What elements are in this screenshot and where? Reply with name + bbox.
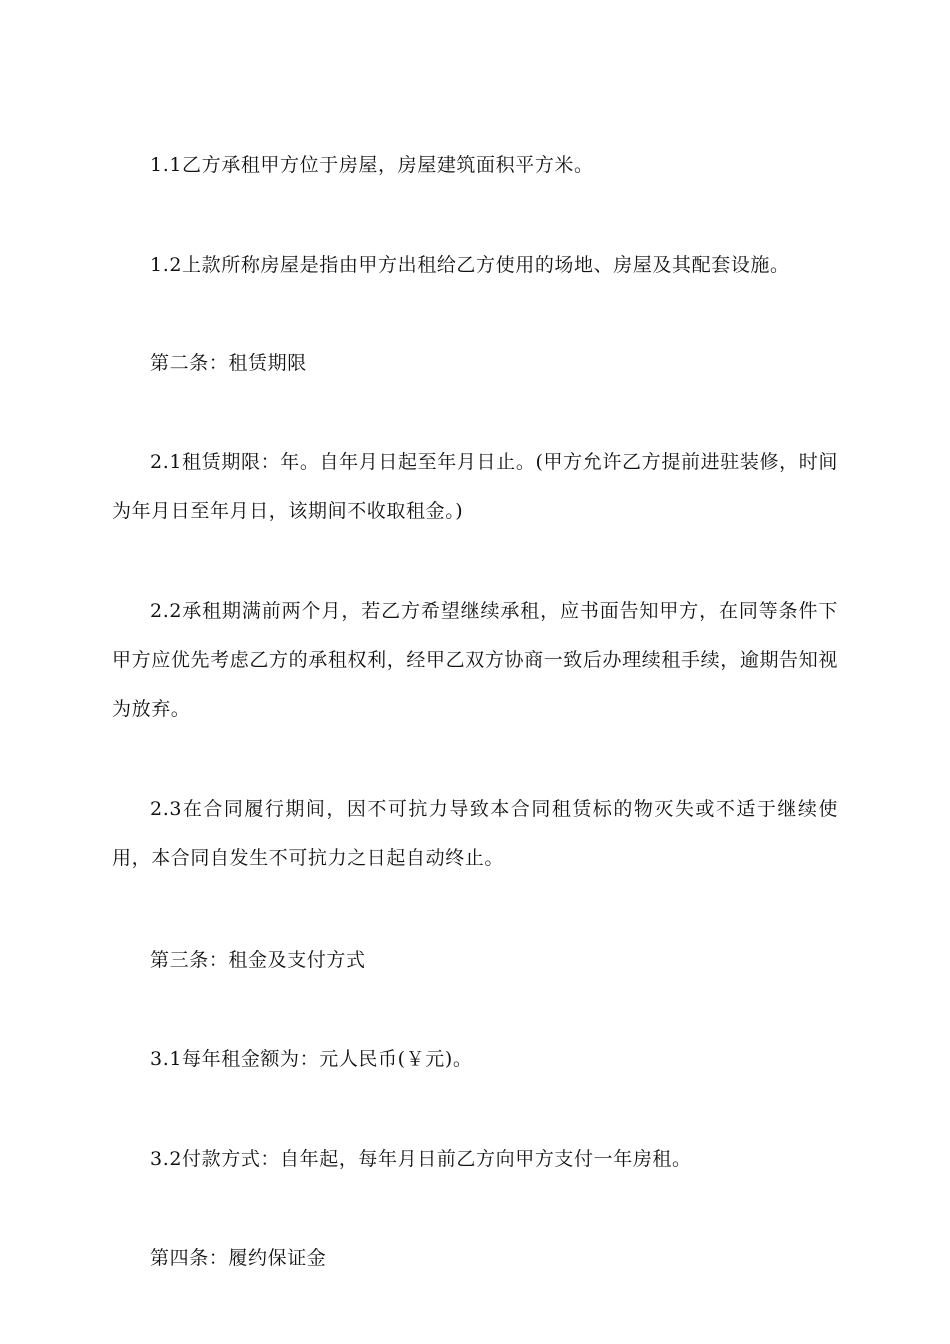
clause-2-3: 2.3在合同履行期间，因不可抗力导致本合同租赁标的物灭失或不适于继续使用，本合同自发生不可抗力之日起自动终止。 [112, 798, 838, 869]
clause-3-1: 3.1每年租金额为：元人民币(￥元)。 [150, 1048, 473, 1070]
clause-3-2: 3.2付款方式：自年起，每年月日前乙方向甲方支付一年房租。 [150, 1148, 692, 1170]
article-3-heading: 第三条：租金及支付方式 [150, 949, 366, 971]
clause-1-2: 1.2上款所称房屋是指由甲方出租给乙方使用的场地、房屋及其配套设施。 [150, 254, 790, 276]
article-2-heading: 第二条：租赁期限 [150, 352, 307, 374]
clause-2-2: 2.2承租期满前两个月，若乙方希望继续承租，应书面告知甲方，在同等条件下甲方应优先考虑乙方的承租权利，经甲乙双方协商一致后办理续租手续，逾期告知视为放弃。 [112, 600, 838, 720]
article-4-heading: 第四条：履约保证金 [150, 1247, 327, 1269]
clause-1-1: 1.1乙方承租甲方位于房屋，房屋建筑面积平方米。 [150, 154, 594, 176]
clause-2-1: 2.1租赁期限：年。自年月日起至年月日止。(甲方允许乙方提前进驻装修，时间为年月日至年月日，该期间不收取租金。) [112, 451, 838, 522]
